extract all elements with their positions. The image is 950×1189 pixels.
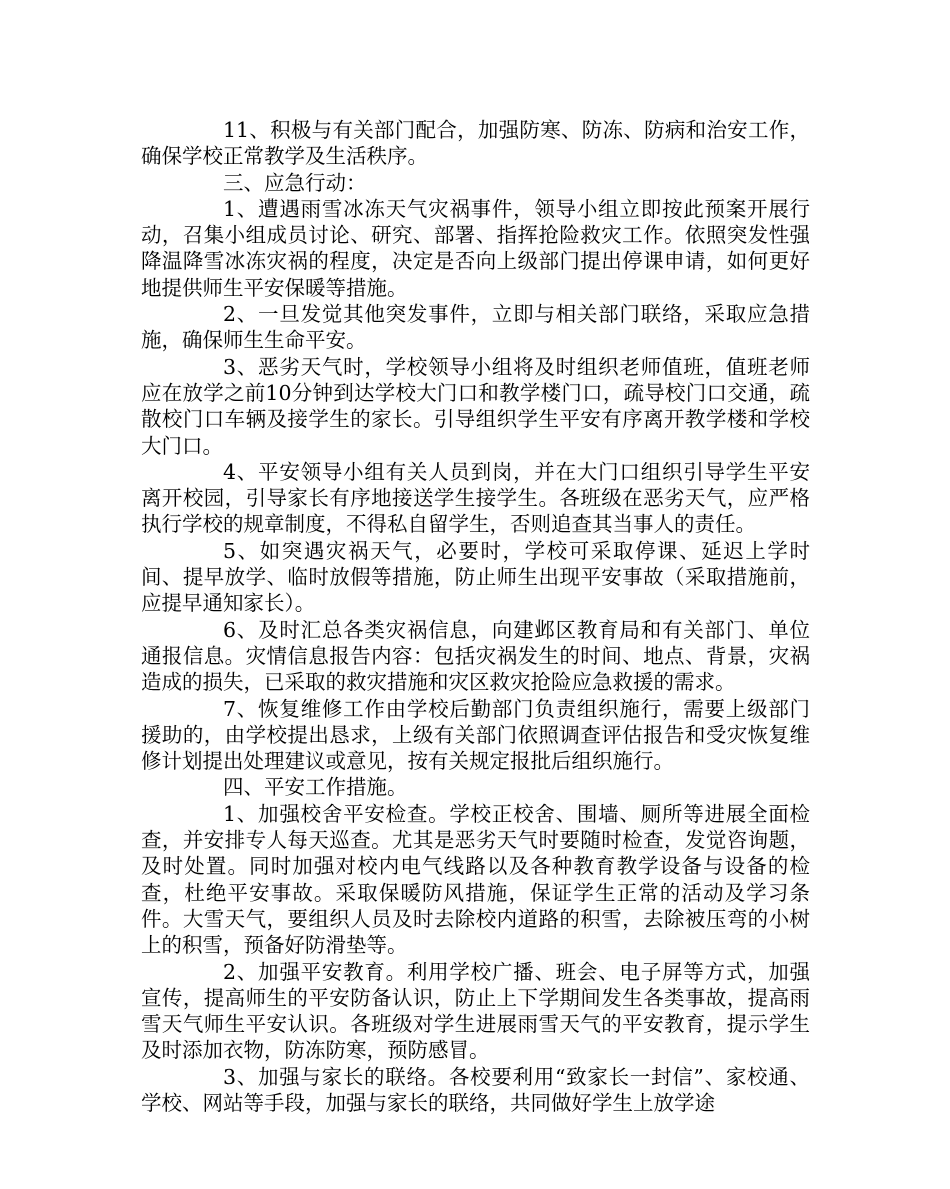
paragraph-item-11: 11、积极与有关部门配合，加强防寒、防冻、防病和治安工作，确保学校正常教学及生活秩序。: [141, 118, 810, 169]
paragraph-action-5: 5、如突遇灾祸天气，必要时，学校可采取停课、延迟上学时间、提早放学、临时放假等措施，防止师生出现平安事故（采取措施前，应提早通知家长）。: [141, 538, 810, 616]
paragraph-action-1: 1、遭遇雨雪冰冻天气灾祸事件，领导小组立即按此预案开展行动，召集小组成员讨论、研究、部署、指挥抢险救灾工作。依照突发性强降温降雪冰冻灾祸的程度，决定是否向上级部门提出停课申请，如何更好地提供师生平安保暖等措施。: [141, 196, 810, 300]
paragraph-action-4: 4、平安领导小组有关人员到岗，并在大门口组织引导学生平安离开校园，引导家长有序地接送学生接学生。各班级在恶劣天气，应严格执行学校的规章制度，不得私自留学生，否则追查其当事人的责任。: [141, 459, 810, 537]
paragraph-measure-1: 1、加强校舍平安检查。学校正校舍、围墙、厕所等进展全面检查，并安排专人每天巡查。尤其是恶劣天气时要随时检查，发觉咨询题，及时处置。同时加强对校内电气线路以及各种教育教学设备与设备的检查，杜绝平安事故。采取保暖防风措施，保证学生正常的活动及学习条件。大雪天气，要组织人员及时去除校内道路的积雪，去除被压弯的小树上的积雪，预备好防滑垫等。: [141, 801, 810, 958]
section-heading-safety-measures: 四、平安工作措施。: [223, 775, 408, 800]
paragraph-action-6: 6、及时汇总各类灾祸信息，向建邺区教育局和有关部门、单位通报信息。灾情信息报告内容：包括灾祸发生的时间、地点、背景，灾祸造成的损失，已采取的救灾措施和灾区救灾抢险应急救援的需求。: [141, 617, 810, 695]
section-heading-emergency-actions: 三、应急行动：: [223, 170, 367, 195]
paragraph-measure-3: 3、加强与家长的联络。各校要利用“致家长一封信”、家校通、学校、网站等手段，加强与家长的联络，共同做好学生上放学途: [141, 1064, 810, 1115]
paragraph-action-3: 3、恶劣天气时，学校领导小组将及时组织老师值班，值班老师应在放学之前10分钟到达学校大门口和教学楼门口，疏导校门口交通，疏散校门口车辆及接学生的家长。引导组织学生平安有序离开教学楼和学校大门口。: [141, 354, 810, 458]
paragraph-action-7: 7、恢复维修工作由学校后勤部门负责组织施行，需要上级部门援助的，由学校提出恳求，上级有关部门依照调查评估报告和受灾恢复维修计划提出处理建议或意见，按有关规定报批后组织施行。: [141, 696, 810, 774]
document-body: [141, 117, 810, 1116]
paragraph-action-2: 2、一旦发觉其他突发事件，立即与相关部门联络，采取应急措施，确保师生生命平安。: [141, 302, 810, 353]
paragraph-measure-2: 2、加强平安教育。利用学校广播、班会、电子屏等方式，加强宣传，提高师生的平安防备认识，防止上下学期间发生各类事故，提高雨雪天气师生平安认识。各班级对学生进展雨雪天气的平安教育，提示学生及时添加衣物，防冻防寒，预防感冒。: [141, 959, 810, 1063]
